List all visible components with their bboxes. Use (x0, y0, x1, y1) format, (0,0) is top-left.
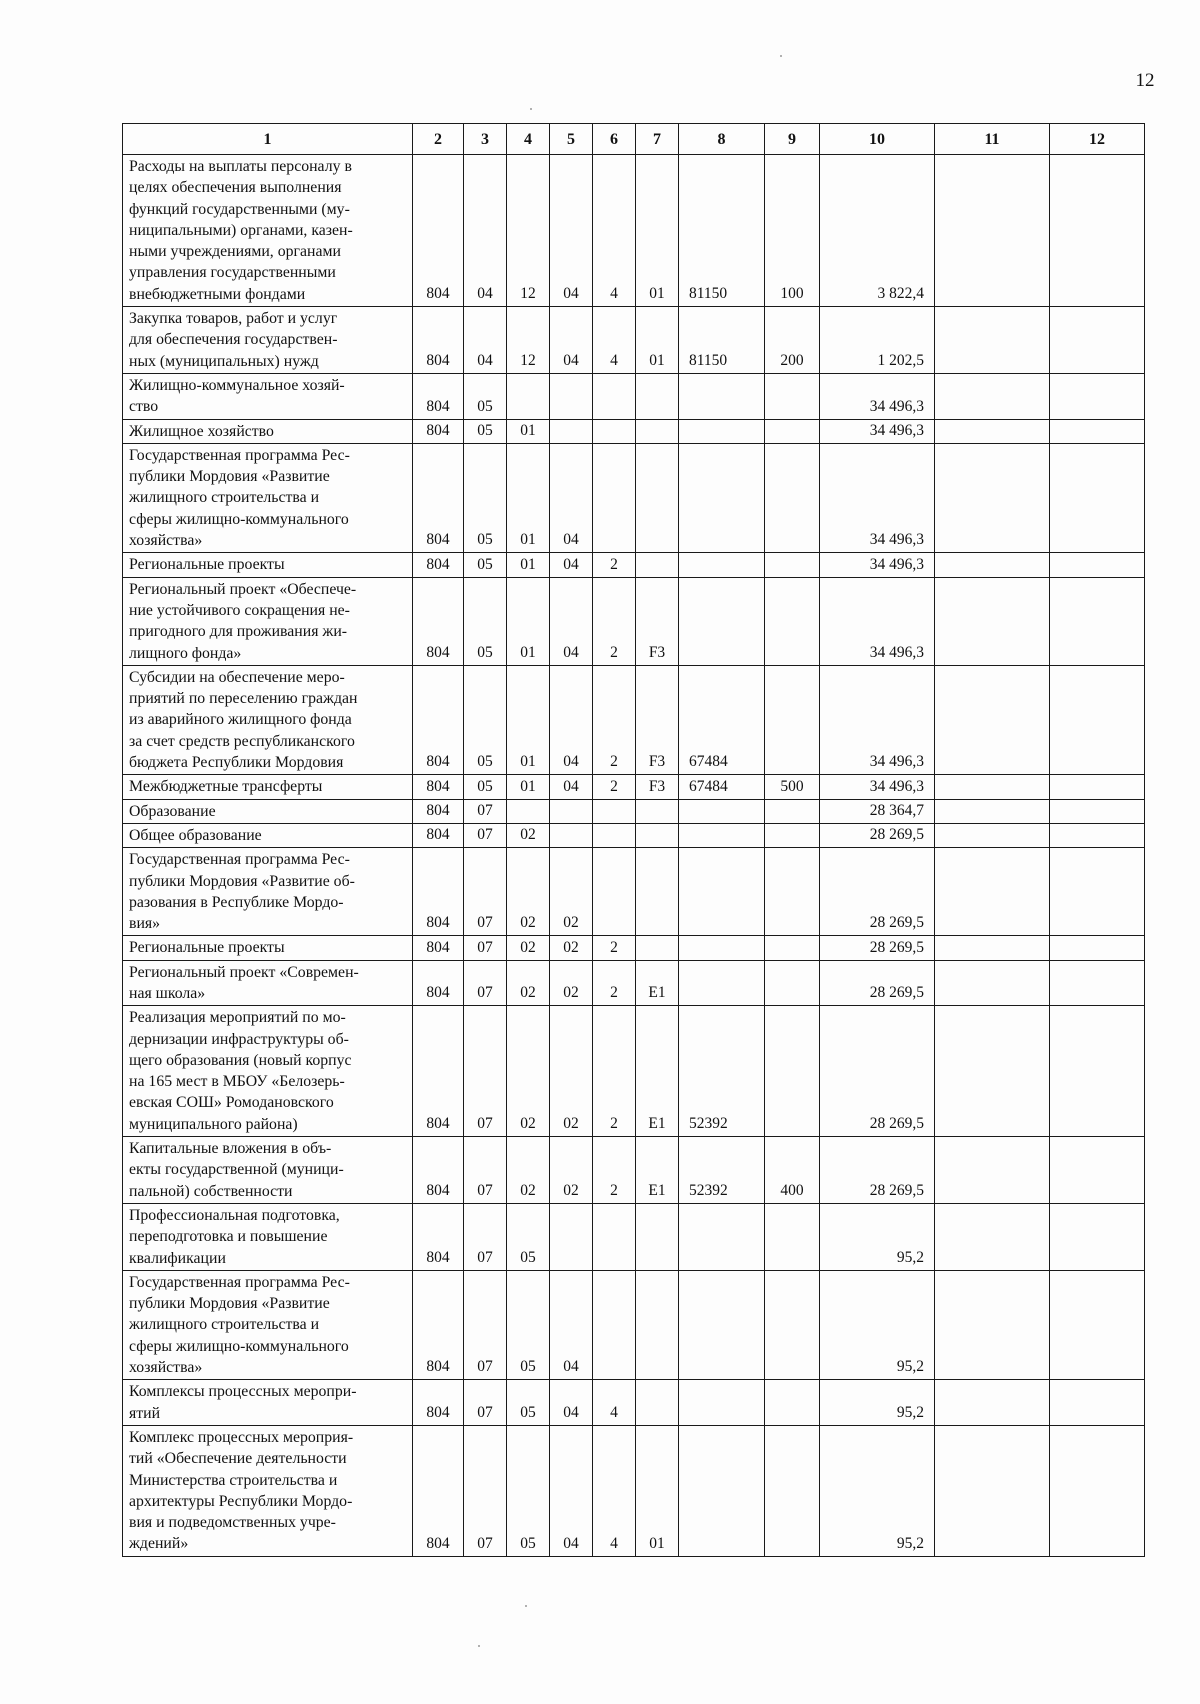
cell-col-4: 01 (507, 577, 550, 665)
cell-col-2: 804 (413, 1380, 464, 1426)
column-header-2: 2 (413, 124, 464, 155)
cell-col-2: 804 (413, 1270, 464, 1379)
table-row (123, 665, 1145, 774)
row-name: Жилищное хозяйство (123, 419, 413, 443)
cell-col-7 (636, 1270, 679, 1379)
cell-col-5: 02 (550, 936, 593, 960)
cell-col-2: 804 (413, 373, 464, 419)
cell-col-4 (507, 799, 550, 823)
cell-col-10: 34 496,3 (820, 665, 935, 774)
cell-col-12 (1050, 1425, 1145, 1556)
cell-col-6: 2 (593, 936, 636, 960)
cell-col-2: 804 (413, 419, 464, 443)
cell-col-5: 04 (550, 1425, 593, 1556)
cell-col-6: 2 (593, 775, 636, 799)
cell-col-8 (679, 823, 765, 847)
cell-col-12 (1050, 960, 1145, 1006)
cell-col-6: 2 (593, 960, 636, 1006)
cell-col-6: 4 (593, 155, 636, 307)
cell-col-11 (935, 419, 1050, 443)
cell-col-3: 05 (464, 577, 507, 665)
column-header-3: 3 (464, 124, 507, 155)
cell-col-11 (935, 936, 1050, 960)
row-name: Реализация мероприятий по мо- дернизации инфраструктуры об- щего образования (новый корпус на 165 мест в МБОУ «Белозерь- евская СОШ» Ромодановского муниципального района) (123, 1006, 413, 1137)
table-row (123, 848, 1145, 936)
scan-speck (478, 1645, 480, 1647)
table-row (123, 960, 1145, 1006)
column-header-4: 4 (507, 124, 550, 155)
cell-col-5 (550, 419, 593, 443)
cell-col-10: 34 496,3 (820, 443, 935, 552)
cell-col-2: 804 (413, 1137, 464, 1204)
row-name: Образование (123, 799, 413, 823)
cell-col-4: 05 (507, 1203, 550, 1270)
row-name: Профессиональная подготовка, переподготовка и повышение квалификации (123, 1203, 413, 1270)
row-name: Субсидии на обеспечение меро- приятий по переселению граждан из аварийного жилищного фонда за счет средств республиканского бюджета Республики Мордовия (123, 665, 413, 774)
cell-col-4: 01 (507, 443, 550, 552)
cell-col-2: 804 (413, 553, 464, 577)
row-name: Расходы на выплаты персоналу в целях обеспечения выполнения функций государственными (му- ниципальными) органами, казен- ными учреждениями, органами управления государственными внебюджетными фондами (123, 155, 413, 307)
cell-col-4: 05 (507, 1270, 550, 1379)
cell-col-5 (550, 823, 593, 847)
cell-col-12 (1050, 775, 1145, 799)
cell-col-3: 05 (464, 419, 507, 443)
cell-col-12 (1050, 155, 1145, 307)
cell-col-10: 34 496,3 (820, 373, 935, 419)
table-row (123, 155, 1145, 307)
cell-col-6: 4 (593, 307, 636, 374)
cell-col-8 (679, 848, 765, 936)
scan-speck (530, 108, 532, 110)
column-header-10: 10 (820, 124, 935, 155)
cell-col-4 (507, 373, 550, 419)
cell-col-4: 12 (507, 307, 550, 374)
cell-col-3: 07 (464, 936, 507, 960)
cell-col-10: 34 496,3 (820, 553, 935, 577)
cell-col-6 (593, 1203, 636, 1270)
cell-col-9 (765, 799, 820, 823)
cell-col-8 (679, 577, 765, 665)
cell-col-12 (1050, 665, 1145, 774)
cell-col-6: 2 (593, 665, 636, 774)
cell-col-5: 02 (550, 1006, 593, 1137)
cell-col-5 (550, 373, 593, 419)
cell-col-11 (935, 155, 1050, 307)
cell-col-4: 05 (507, 1425, 550, 1556)
cell-col-8 (679, 553, 765, 577)
cell-col-8 (679, 936, 765, 960)
cell-col-7: E1 (636, 1137, 679, 1204)
table-row (123, 373, 1145, 419)
row-name: Закупка товаров, работ и услуг для обеспечения государствен- ных (муниципальных) нужд (123, 307, 413, 374)
cell-col-11 (935, 665, 1050, 774)
cell-col-6 (593, 848, 636, 936)
table-row (123, 577, 1145, 665)
cell-col-3: 05 (464, 553, 507, 577)
cell-col-10: 95,2 (820, 1380, 935, 1426)
cell-col-2: 804 (413, 307, 464, 374)
cell-col-12 (1050, 373, 1145, 419)
cell-col-9 (765, 1380, 820, 1426)
cell-col-11 (935, 373, 1050, 419)
cell-col-5: 04 (550, 775, 593, 799)
row-name: Комплекс процессных мероприя- тий «Обеспечение деятельности Министерства строительства и архитектуры Республики Мордо- вия и подведомственных учре- ждений» (123, 1425, 413, 1556)
cell-col-12 (1050, 1137, 1145, 1204)
cell-col-7 (636, 443, 679, 552)
cell-col-9 (765, 577, 820, 665)
cell-col-10: 28 269,5 (820, 960, 935, 1006)
row-name: Региональные проекты (123, 553, 413, 577)
cell-col-7 (636, 1380, 679, 1426)
cell-col-8 (679, 1380, 765, 1426)
cell-col-11 (935, 799, 1050, 823)
cell-col-8 (679, 1203, 765, 1270)
cell-col-7 (636, 823, 679, 847)
cell-col-4: 01 (507, 775, 550, 799)
row-name: Жилищно-коммунальное хозяй- ство (123, 373, 413, 419)
cell-col-2: 804 (413, 799, 464, 823)
cell-col-10: 1 202,5 (820, 307, 935, 374)
cell-col-5 (550, 799, 593, 823)
cell-col-11 (935, 1137, 1050, 1204)
cell-col-9: 200 (765, 307, 820, 374)
cell-col-8 (679, 1270, 765, 1379)
cell-col-4: 01 (507, 419, 550, 443)
cell-col-6 (593, 1270, 636, 1379)
column-header-12: 12 (1050, 124, 1145, 155)
cell-col-4: 02 (507, 848, 550, 936)
cell-col-11 (935, 577, 1050, 665)
cell-col-5 (550, 1203, 593, 1270)
cell-col-6 (593, 823, 636, 847)
cell-col-6 (593, 373, 636, 419)
table-row (123, 936, 1145, 960)
cell-col-9 (765, 823, 820, 847)
cell-col-5: 04 (550, 553, 593, 577)
cell-col-9 (765, 1203, 820, 1270)
cell-col-7: 01 (636, 155, 679, 307)
cell-col-9 (765, 443, 820, 552)
cell-col-9 (765, 960, 820, 1006)
cell-col-10: 95,2 (820, 1270, 935, 1379)
cell-col-7: E1 (636, 960, 679, 1006)
cell-col-5: 02 (550, 1137, 593, 1204)
cell-col-8: 81150 (679, 307, 765, 374)
cell-col-11 (935, 960, 1050, 1006)
cell-col-3: 07 (464, 1270, 507, 1379)
header-row (123, 124, 1145, 155)
cell-col-4: 01 (507, 553, 550, 577)
cell-col-10: 95,2 (820, 1203, 935, 1270)
cell-col-2: 804 (413, 443, 464, 552)
column-header-11: 11 (935, 124, 1050, 155)
cell-col-10: 28 269,5 (820, 823, 935, 847)
column-header-6: 6 (593, 124, 636, 155)
cell-col-9: 500 (765, 775, 820, 799)
cell-col-2: 804 (413, 665, 464, 774)
cell-col-4: 05 (507, 1380, 550, 1426)
row-name: Общее образование (123, 823, 413, 847)
cell-col-6 (593, 799, 636, 823)
cell-col-3: 07 (464, 848, 507, 936)
cell-col-8: 81150 (679, 155, 765, 307)
cell-col-5: 04 (550, 443, 593, 552)
table-body (123, 155, 1145, 1557)
cell-col-6: 4 (593, 1380, 636, 1426)
cell-col-8 (679, 443, 765, 552)
cell-col-5: 02 (550, 848, 593, 936)
cell-col-4: 02 (507, 960, 550, 1006)
cell-col-5: 04 (550, 307, 593, 374)
cell-col-10: 28 269,5 (820, 1006, 935, 1137)
cell-col-3: 07 (464, 1203, 507, 1270)
cell-col-10: 3 822,4 (820, 155, 935, 307)
column-header-5: 5 (550, 124, 593, 155)
row-name: Региональные проекты (123, 936, 413, 960)
column-header-7: 7 (636, 124, 679, 155)
row-name: Государственная программа Рес- публики Мордовия «Развитие жилищного строительства и сферы жилищно-коммунального хозяйства» (123, 1270, 413, 1379)
cell-col-3: 07 (464, 1425, 507, 1556)
table-row (123, 1380, 1145, 1426)
row-name: Государственная программа Рес- публики Мордовия «Развитие об- разования в Республике Мордо- вия» (123, 848, 413, 936)
cell-col-7 (636, 799, 679, 823)
cell-col-7 (636, 553, 679, 577)
cell-col-2: 804 (413, 1006, 464, 1137)
row-name: Региональный проект «Обеспече- ние устойчивого сокращения не- пригодного для проживания жи- лищного фонда» (123, 577, 413, 665)
cell-col-2: 804 (413, 1203, 464, 1270)
cell-col-9: 100 (765, 155, 820, 307)
cell-col-9 (765, 1425, 820, 1556)
cell-col-11 (935, 848, 1050, 936)
cell-col-5: 04 (550, 1270, 593, 1379)
cell-col-7 (636, 848, 679, 936)
cell-col-3: 05 (464, 443, 507, 552)
cell-col-6: 2 (593, 577, 636, 665)
table-row (123, 443, 1145, 552)
cell-col-9 (765, 936, 820, 960)
cell-col-9 (765, 1270, 820, 1379)
cell-col-3: 05 (464, 373, 507, 419)
cell-col-4: 02 (507, 1006, 550, 1137)
cell-col-12 (1050, 307, 1145, 374)
cell-col-7: E1 (636, 1006, 679, 1137)
cell-col-7: 01 (636, 1425, 679, 1556)
cell-col-7 (636, 373, 679, 419)
cell-col-10: 28 269,5 (820, 1137, 935, 1204)
cell-col-12 (1050, 553, 1145, 577)
cell-col-11 (935, 1203, 1050, 1270)
cell-col-12 (1050, 823, 1145, 847)
column-header-9: 9 (765, 124, 820, 155)
cell-col-4: 02 (507, 936, 550, 960)
cell-col-2: 804 (413, 823, 464, 847)
cell-col-4: 01 (507, 665, 550, 774)
cell-col-3: 07 (464, 823, 507, 847)
cell-col-11 (935, 775, 1050, 799)
cell-col-3: 04 (464, 307, 507, 374)
cell-col-12 (1050, 1203, 1145, 1270)
cell-col-8: 67484 (679, 775, 765, 799)
cell-col-11 (935, 1425, 1050, 1556)
cell-col-9 (765, 419, 820, 443)
cell-col-11 (935, 1270, 1050, 1379)
cell-col-7 (636, 1203, 679, 1270)
cell-col-9 (765, 1006, 820, 1137)
cell-col-3: 07 (464, 1137, 507, 1204)
cell-col-2: 804 (413, 1425, 464, 1556)
cell-col-12 (1050, 1270, 1145, 1379)
cell-col-6: 2 (593, 1137, 636, 1204)
table-row (123, 775, 1145, 799)
cell-col-12 (1050, 1380, 1145, 1426)
cell-col-5: 04 (550, 665, 593, 774)
cell-col-7: F3 (636, 775, 679, 799)
cell-col-10: 28 364,7 (820, 799, 935, 823)
cell-col-3: 07 (464, 960, 507, 1006)
cell-col-8: 52392 (679, 1006, 765, 1137)
cell-col-3: 04 (464, 155, 507, 307)
cell-col-7: F3 (636, 577, 679, 665)
table-row (123, 1006, 1145, 1137)
scan-speck (525, 1605, 527, 1607)
cell-col-6: 2 (593, 1006, 636, 1137)
row-name: Комплексы процессных меропри- ятий (123, 1380, 413, 1426)
cell-col-12 (1050, 577, 1145, 665)
row-name: Капитальные вложения в объ- екты государственной (муници- пальной) собственности (123, 1137, 413, 1204)
row-name: Государственная программа Рес- публики Мордовия «Развитие жилищного строительства и сферы жилищно-коммунального хозяйства» (123, 443, 413, 552)
cell-col-12 (1050, 443, 1145, 552)
cell-col-9 (765, 665, 820, 774)
cell-col-7: 01 (636, 307, 679, 374)
cell-col-6: 4 (593, 1425, 636, 1556)
cell-col-10: 34 496,3 (820, 419, 935, 443)
cell-col-8: 52392 (679, 1137, 765, 1204)
column-header-1: 1 (123, 124, 413, 155)
cell-col-5: 04 (550, 155, 593, 307)
cell-col-10: 28 269,5 (820, 848, 935, 936)
cell-col-11 (935, 823, 1050, 847)
cell-col-2: 804 (413, 936, 464, 960)
cell-col-9 (765, 373, 820, 419)
cell-col-3: 07 (464, 1006, 507, 1137)
cell-col-2: 804 (413, 848, 464, 936)
cell-col-2: 804 (413, 775, 464, 799)
table-row (123, 307, 1145, 374)
cell-col-9: 400 (765, 1137, 820, 1204)
table-row (123, 823, 1145, 847)
cell-col-6 (593, 443, 636, 552)
column-header-8: 8 (679, 124, 765, 155)
cell-col-12 (1050, 936, 1145, 960)
cell-col-7 (636, 419, 679, 443)
cell-col-2: 804 (413, 155, 464, 307)
table-row (123, 1137, 1145, 1204)
cell-col-4: 12 (507, 155, 550, 307)
cell-col-3: 05 (464, 665, 507, 774)
cell-col-9 (765, 553, 820, 577)
table-row (123, 1203, 1145, 1270)
cell-col-5: 04 (550, 1380, 593, 1426)
cell-col-8 (679, 1425, 765, 1556)
cell-col-7: F3 (636, 665, 679, 774)
cell-col-11 (935, 307, 1050, 374)
cell-col-7 (636, 936, 679, 960)
cell-col-2: 804 (413, 577, 464, 665)
cell-col-11 (935, 443, 1050, 552)
cell-col-8 (679, 799, 765, 823)
cell-col-4: 02 (507, 823, 550, 847)
cell-col-11 (935, 1380, 1050, 1426)
cell-col-12 (1050, 1006, 1145, 1137)
table-row (123, 1270, 1145, 1379)
row-name: Региональный проект «Современ- ная школа» (123, 960, 413, 1006)
budget-table (122, 123, 1145, 1557)
cell-col-9 (765, 848, 820, 936)
cell-col-11 (935, 553, 1050, 577)
scan-speck (780, 55, 782, 57)
table-row (123, 799, 1145, 823)
table-row (123, 419, 1145, 443)
cell-col-5: 04 (550, 577, 593, 665)
cell-col-10: 95,2 (820, 1425, 935, 1556)
cell-col-5: 02 (550, 960, 593, 1006)
cell-col-10: 34 496,3 (820, 577, 935, 665)
cell-col-12 (1050, 419, 1145, 443)
cell-col-11 (935, 1006, 1050, 1137)
cell-col-6 (593, 419, 636, 443)
cell-col-3: 07 (464, 799, 507, 823)
cell-col-12 (1050, 848, 1145, 936)
table-row (123, 1425, 1145, 1556)
cell-col-8 (679, 960, 765, 1006)
cell-col-8: 67484 (679, 665, 765, 774)
table-row (123, 553, 1145, 577)
cell-col-3: 07 (464, 1380, 507, 1426)
page-number: 12 (1135, 70, 1155, 91)
cell-col-8 (679, 419, 765, 443)
cell-col-4: 02 (507, 1137, 550, 1204)
cell-col-2: 804 (413, 960, 464, 1006)
cell-col-10: 34 496,3 (820, 775, 935, 799)
cell-col-10: 28 269,5 (820, 936, 935, 960)
cell-col-3: 05 (464, 775, 507, 799)
row-name: Межбюджетные трансферты (123, 775, 413, 799)
cell-col-8 (679, 373, 765, 419)
cell-col-6: 2 (593, 553, 636, 577)
cell-col-12 (1050, 799, 1145, 823)
